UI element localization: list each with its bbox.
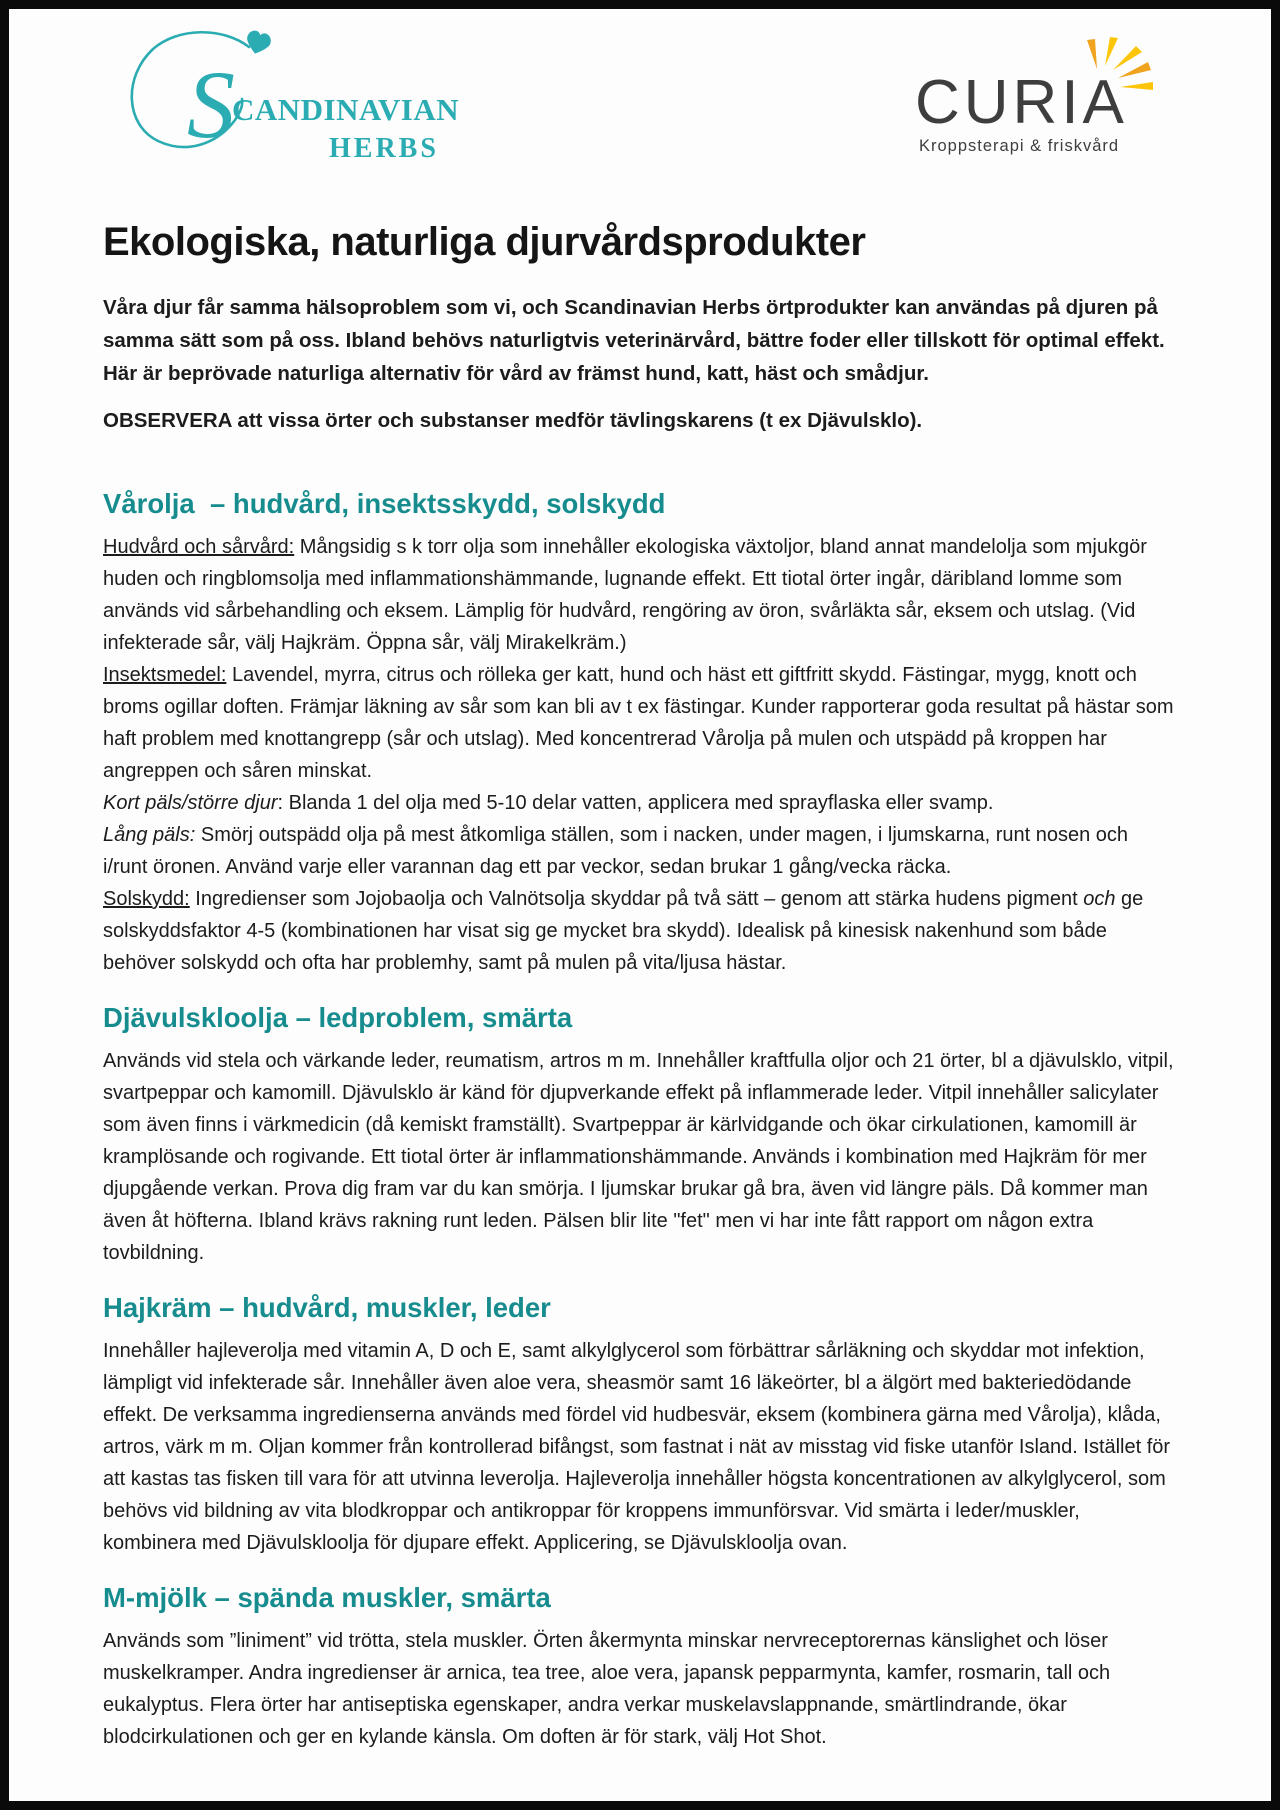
- curia-logo: [911, 35, 1177, 159]
- paragraph-text: Mångsidig s k torr olja som innehåller ekologiska växtoljor, bland annat mandelolja som mjukgör huden och ringblomsolja med inflammationshämmande, lugnande effekt. Ett tiotal örter ingår, däribland lomme som används vid sårbehandling och eksem. Lämplig för hudvård, rengöring av öron, svårläkta sår, eksem och utslag. (Vid infekterade sår, välj Hajkräm. Öppna sår, välj Mirakelkräm.): [103, 536, 1147, 654]
- notice-paragraph: OBSERVERA att vissa örter och substanser medför tävlingskarens (t ex Djävulsklo).: [103, 409, 923, 432]
- curia-wordmark: CURIA: [915, 68, 1128, 137]
- paragraph-lead-italic: Lång päls:: [103, 824, 196, 846]
- section-djavulskloolja: [103, 1001, 1177, 1269]
- section-body-varolja: [103, 531, 1177, 979]
- herbs-wordmark: HERBS: [329, 133, 439, 164]
- scandinavian-herbs-logo: [103, 25, 465, 163]
- intro-paragraph: Våra djur får samma hälsoproblem som vi, och Scandinavian Herbs örtprodukter kan användas på djuren på samma sätt som på oss. Ibland behövs naturligtvis veterinärvård, bättre foder eller tillskott för optimal effekt. Här är beprövade naturliga alternativ för vård av främst hund, katt, häst och smådjur.: [103, 296, 1165, 385]
- paragraph-text: Ingredienser som Jojobaolja och Valnötsolja skyddar på två sätt – genom att stärka hudens pigment: [189, 888, 1084, 910]
- paragraph-lead-underlined: Solskydd:: [103, 888, 190, 910]
- paragraph: [103, 1625, 1177, 1753]
- section-body-djavulskloolja: [103, 1045, 1177, 1269]
- paragraph: [103, 883, 1177, 979]
- paragraph-text: Används som ”liniment” vid trötta, stela muskler. Örten åkermynta minskar nervreceptorernas känslighet och löser muskelkramper. Andra ingredienser är arnica, tea tree, aloe vera, japansk pepparmynta, kamfer, rosmarin, tall och eukalyptus. Flera örter har antiseptiska egenskaper, andra verkar muskelavslappnande, smärtlindrande, ökar blodcirkulationen och ger en kylande känsla. Om doften är för stark, välj Hot Shot.: [103, 1630, 1111, 1748]
- section-varolja: [103, 487, 1177, 979]
- section-heading-m-mjolk: M-mjölk – spända muskler, smärta: [103, 1582, 551, 1613]
- section-heading-hajkram: Hajkräm – hudvård, muskler, leder: [103, 1292, 551, 1323]
- paragraph: [103, 787, 1177, 819]
- section-m-mjolk: [103, 1581, 1177, 1753]
- section-heading-djavulskloolja: Djävulskloolja – ledproblem, smärta: [103, 1002, 573, 1033]
- paragraph: [103, 1045, 1177, 1269]
- heart-icon: [243, 29, 272, 57]
- paragraph: [103, 1335, 1177, 1559]
- section-hajkram: [103, 1291, 1177, 1559]
- paragraph-text: Lavendel, myrra, citrus och rölleka ger katt, hund och häst ett giftfritt skydd. Fästingar, mygg, knott och broms ogillar doften. Främjar läkning av sår som kan bli av t ex fästingar. Kunder rapporterar goda resultat på hästar som haft problem med knottangrepp (sår och utslag). Med koncentrerad Vårolja på mulen och utspädd på kroppen har angreppen och såren minskat.: [103, 664, 1174, 782]
- paragraph: [103, 819, 1177, 883]
- paragraph-text: Används vid stela och värkande leder, reumatism, artros m m. Innehåller kraftfulla oljor och 21 örter, bl a djävulsklo, vitpil, svartpeppar och kamomill. Djävulsklo är känd för djupverkande effekt på inflammerade leder. Vitpil innehåller salicylater som även finns i värkmedicin (då kemiskt framställt). Svartpeppar är kärlvidgande och ökar cirkulationen, kamomill är kramplösande och rogivande. Ett tiotal örter är inflammationshämmande. Används i kombination med Hajkräm för mer djupgående verkan. Prova dig fram var du kan smörja. I ljumskar brukar gå bra, även vid längre päls. Då kommer man även åt höfterna. Ibland krävs rakning runt leden. Pälsen blir lite "fet" men vi har inte fått rapport om någon extra tovbildning.: [103, 1050, 1174, 1264]
- paragraph-lead-italic: och: [1083, 888, 1116, 910]
- paragraph-text: Smörj outspädd olja på mest åtkomliga ställen, som i nacken, under magen, i ljumskarna, runt nosen och i/runt öronen. Använd varje eller varannan dag ett par veckor, sedan brukar 1 gång/vecka räcka.: [103, 824, 1129, 878]
- paragraph: [103, 659, 1177, 787]
- section-body-m-mjolk: [103, 1625, 1177, 1753]
- header: [103, 25, 1177, 165]
- section-body-hajkram: [103, 1335, 1177, 1559]
- paragraph: [103, 531, 1177, 659]
- scandinavian-wordmark: CANDINAVIAN: [232, 92, 460, 127]
- scandinavian-wordmark-initial: S: [187, 51, 235, 158]
- curia-tagline: Kroppsterapi & friskvård: [919, 137, 1120, 155]
- section-heading-varolja: Vårolja – hudvård, insektsskydd, solskydd: [103, 488, 666, 519]
- paragraph-lead-italic: Kort päls/större djur: [103, 792, 278, 814]
- page-title: Ekologiska, naturliga djurvårdsprodukter: [103, 220, 866, 264]
- paragraph-text: : Blanda 1 del olja med 5-10 delar vatten, applicera med sprayflaska eller svamp.: [277, 792, 994, 814]
- paragraph-text: ge solskyddsfaktor 4-5 (kombinationen har visat sig ge mycket bra skydd). Idealisk på kinesisk nakenhund som både behöver solskydd och ofta har problemhy, samt på mulen på vita/ljusa hästar.: [103, 888, 1144, 974]
- paragraph-lead-underlined: Insektsmedel:: [103, 664, 227, 686]
- paragraph-text: Innehåller hajleverolja med vitamin A, D och E, samt alkylglycerol som förbättrar sårläkning och skyddar mot infektion, lämpligt vid infekterade sår. Innehåller även aloe vera, sheasmör samt 16 läkeörter, bl a älgört med bakteriedödande effekt. De verksamma ingredienserna används med fördel vid hudbesvär, eksem (kombinera gärna med Vårolja), klåda, artros, värk m m. Oljan kommer från kontrollerad bifångst, som fastnat i nät av misstag vid fiske utanför Island. Istället för att kastas tas fisken till vara för att utvinna leverolja. Hajleverolja innehåller högsta koncentrationen av alkylglycerol, som behövs vid bildning av vita blodkroppar och antikroppar för kroppens immunförsvar. Vid smärta i leder/muskler, kombinera med Djävulskloolja för djupare effekt. Applicering, se Djävulskloolja ovan.: [103, 1340, 1171, 1554]
- paragraph-lead-underlined: Hudvård och sårvård:: [103, 536, 295, 558]
